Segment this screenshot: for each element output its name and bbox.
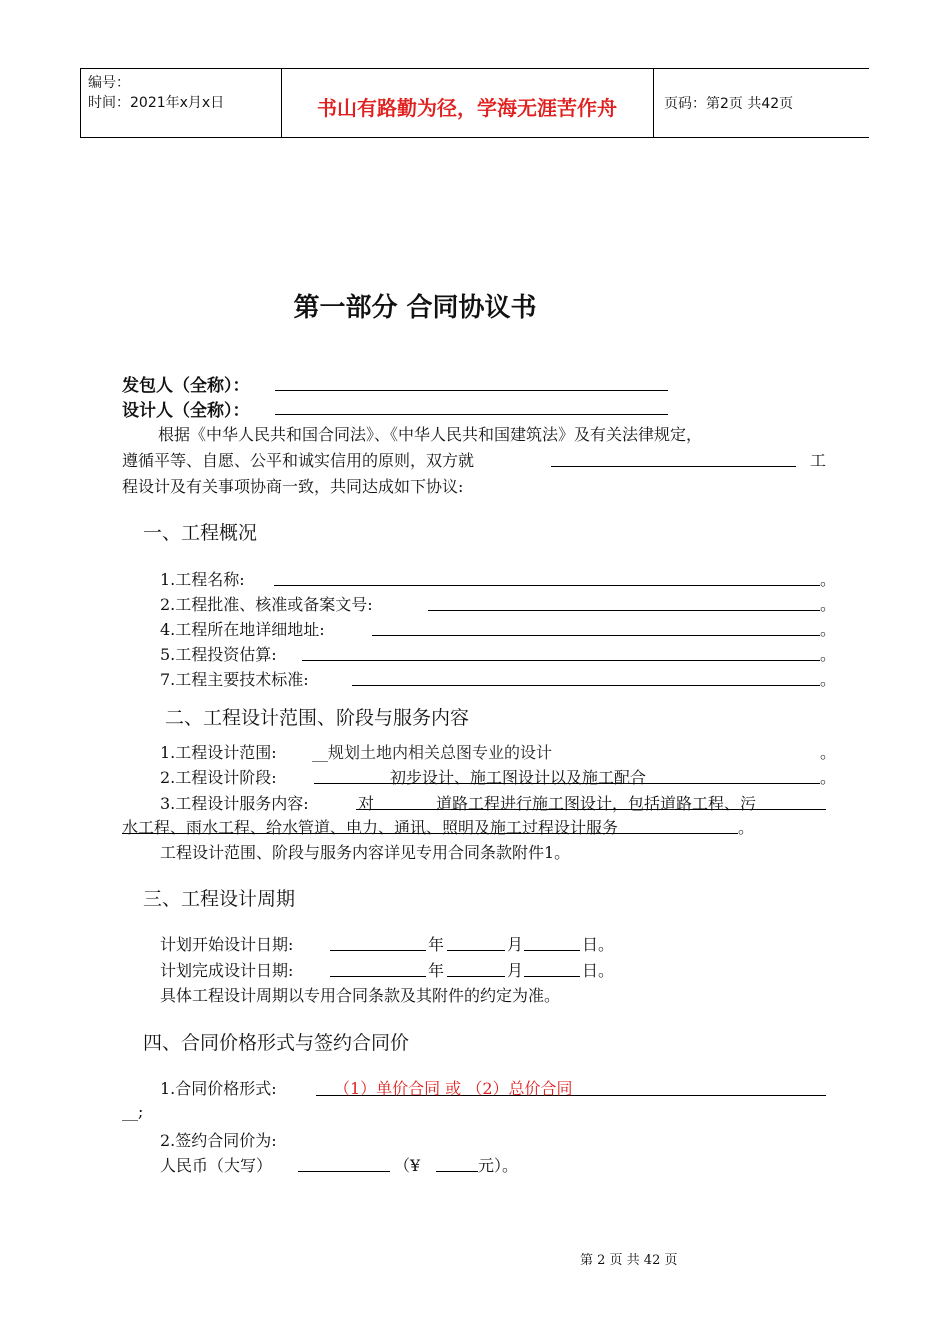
s3-finish-month-field[interactable] (447, 976, 505, 977)
s3-finish-year-field[interactable] (330, 976, 426, 977)
s3-start-year-text: 年 (428, 935, 445, 954)
s1-item-4-field[interactable] (302, 660, 820, 661)
s1-end-1: 。 (820, 570, 837, 589)
s2-end-1: 。 (820, 743, 837, 762)
s4-rmb-words-field[interactable] (298, 1171, 390, 1172)
header-motto: 书山有路勤为径，学海无涯苦作舟 (317, 96, 617, 120)
s3-start-day-field[interactable] (524, 950, 580, 951)
s2-item-3-value-a: 对 (358, 794, 375, 813)
employer-name-field[interactable] (275, 390, 668, 391)
header-meta (88, 73, 224, 113)
s1-item-3-field[interactable] (372, 635, 820, 636)
s2-item-3-line2: 水工程、雨水工程、给水管道、电力、通讯、照明及施工过程设计服务 (122, 818, 619, 837)
employer-label: 发包人（全称）： (122, 376, 250, 396)
s2-end-3: 。 (738, 818, 755, 837)
s4-rmb-label: 人民币（大写） (160, 1156, 273, 1175)
s3-start-month-text: 月 (507, 935, 524, 954)
s4-item-1-tail: __; (122, 1102, 144, 1121)
s1-item-2-field[interactable] (428, 610, 820, 611)
s2-item-1-value: __规划土地内相关总图专业的设计 (312, 743, 553, 762)
s1-end-4: 。 (820, 645, 837, 664)
s1-end-3: 。 (820, 620, 837, 639)
s1-item-2: 2.工程批准、核准或备案文号: (160, 595, 373, 614)
s3-finish-month-text: 月 (507, 961, 524, 980)
intro-line-3: 程设计及有关事项协商一致，共同达成如下协议: (122, 477, 464, 496)
s4-rmb-amount-field[interactable] (436, 1171, 478, 1172)
s1-end-5: 。 (820, 670, 837, 689)
page-footer: 第 2 页 共 42 页 (580, 1253, 678, 1268)
page-title: 第一部分 合同协议书 (293, 293, 537, 323)
s1-item-4: 5.工程投资估算: (160, 645, 277, 664)
s1-item-1: 1.工程名称: (160, 570, 245, 589)
s3-finish-label: 计划完成设计日期: (160, 961, 294, 980)
s4-rmb-end: 元）。 (478, 1156, 519, 1175)
s4-item-1-label: 1.合同价格形式: (160, 1079, 277, 1098)
s1-item-3: 4.工程所在地详细地址: (160, 620, 325, 639)
doc-number-label: 编号： (88, 75, 130, 91)
s4-item-1-value: （1）单价合同 或 （2）总价合同 (334, 1079, 573, 1098)
intro-line-2: 遵循平等、自愿、公平和诚实信用的原则，双方就 (122, 451, 475, 470)
intro-line-1: 根据《中华人民共和国合同法》、《中华人民共和国建筑法》及有关法律规定， (158, 425, 703, 444)
s3-start-day-text: 日。 (582, 935, 615, 954)
s1-item-5-field[interactable] (352, 685, 820, 686)
s2-end-2: 。 (820, 768, 837, 787)
intro-line-2-tail: 工 (810, 451, 827, 470)
s2-item-3-value-b: 道路工程进行施工图设计，包括道路工程、污 (436, 794, 757, 813)
section-2-heading: 二、工程设计范围、阶段与服务内容 (165, 707, 470, 729)
section-4-heading: 四、合同价格形式与签约合同价 (143, 1032, 410, 1054)
s3-start-month-field[interactable] (447, 950, 505, 951)
s4-item-2-label: 2.签约合同价为: (160, 1131, 277, 1150)
s2-item-2-label: 2.工程设计阶段: (160, 768, 277, 787)
header-page-label: 页码：第2页 共42页 (664, 96, 794, 112)
s3-finish-day-text: 日。 (582, 961, 615, 980)
s1-end-2: 。 (820, 595, 837, 614)
s2-item-1-label: 1.工程设计范围: (160, 743, 277, 762)
s3-finish-day-field[interactable] (524, 976, 580, 977)
project-name-blank[interactable] (551, 466, 796, 467)
s1-item-5: 7.工程主要技术标准: (160, 670, 309, 689)
designer-name-field[interactable] (275, 414, 668, 415)
s3-finish-year-text: 年 (428, 961, 445, 980)
s1-item-1-field[interactable] (274, 585, 820, 586)
s2-note: 工程设计范围、阶段与服务内容详见专用合同条款附件1。 (160, 843, 571, 862)
section-3-heading: 三、工程设计周期 (143, 888, 296, 910)
s2-item-3-label: 3.工程设计服务内容: (160, 794, 309, 813)
document-header (80, 68, 869, 138)
section-1-heading: 一、工程概况 (143, 522, 258, 544)
s3-start-year-field[interactable] (330, 950, 426, 951)
s3-start-label: 计划开始设计日期: (160, 935, 294, 954)
doc-time-label: 时间：2021年x月x日 (88, 95, 225, 111)
s4-rmb-mid: （¥ (394, 1156, 421, 1175)
designer-label: 设计人（全称）： (122, 401, 250, 421)
s2-item-2-value: 初步设计、施工图设计以及施工配合 (390, 768, 647, 787)
s3-note: 具体工程设计周期以专用合同条款及其附件的约定为准。 (160, 986, 561, 1005)
